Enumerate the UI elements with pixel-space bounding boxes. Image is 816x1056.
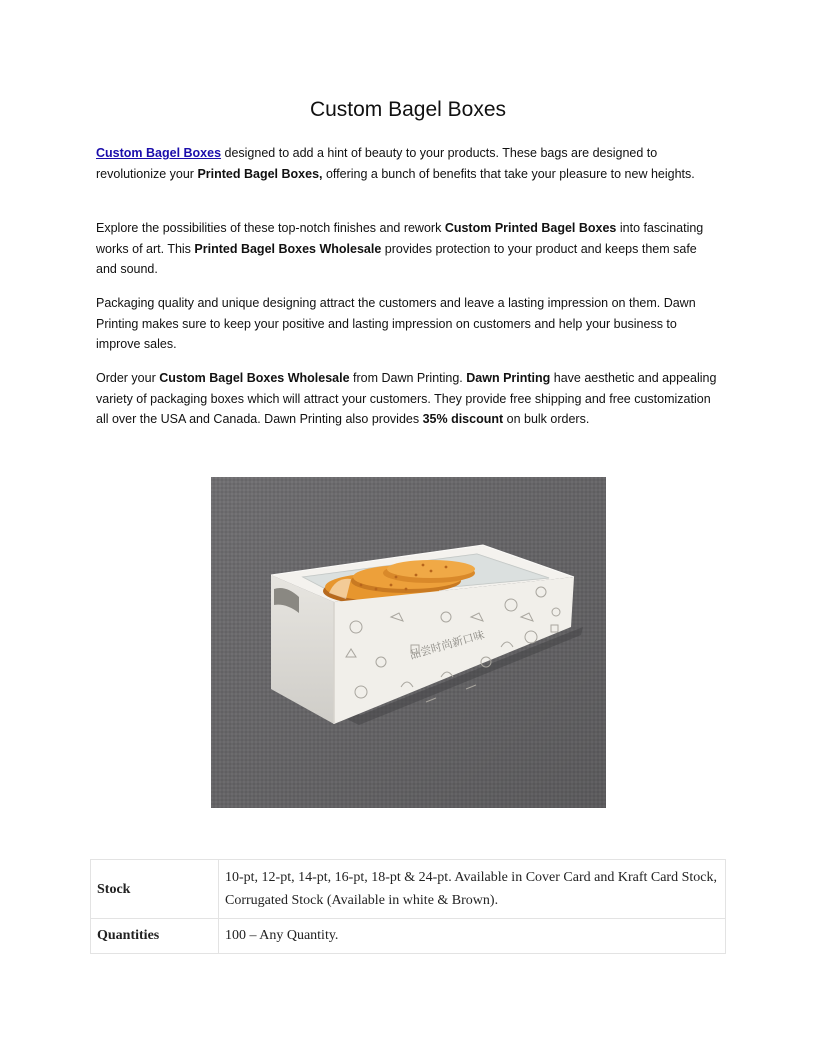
table-row <box>91 919 726 954</box>
bold-keyword: Custom Printed Bagel Boxes <box>444 221 617 235</box>
bold-keyword: 35% discount <box>422 412 504 426</box>
paragraph-text: have aesthetic and appealing variety of packaging boxes which will attract your customers. They provide free shipping and free customization all over the USA and Canada. Dawn Printing also provides <box>96 371 717 426</box>
paragraph-text: offering a bunch of benefits that take your pleasure to new heights. <box>322 166 695 181</box>
spec-label: Stock <box>91 860 219 919</box>
bold-keyword: Printed Bagel Boxes Wholesale <box>194 241 382 256</box>
paragraph-text: designed to add a hint of beauty to your products. These bags are designed to revolutionize your <box>96 146 658 181</box>
paragraph-text: from Dawn Printing. <box>349 371 467 385</box>
box-print-text: 品尝时尚新口味 <box>408 628 486 662</box>
paragraph-text: Packaging quality and unique designing attract the customers and leave a lasting impression on them. Dawn Printing makes sure to keep your positive and lasting impression on customers and help your business to improve sales. <box>96 296 696 351</box>
bold-keyword: Printed Bagel Boxes, <box>197 166 323 181</box>
paragraph-quality <box>96 293 720 355</box>
custom-bagel-boxes-link[interactable]: Custom Bagel Boxes <box>96 146 222 160</box>
page-title: Custom Bagel Boxes <box>309 98 507 121</box>
paragraph-text: on bulk orders. <box>503 412 590 426</box>
paragraph-order <box>96 368 720 430</box>
spec-value: 10-pt, 12-pt, 14-pt, 16-pt, 18-pt & 24-pt. Available in Cover Card and Kraft Card Stock, Corrugated Stock (Available in white & Brown). <box>219 860 726 919</box>
paragraph-explore <box>96 218 720 280</box>
paragraph-text: Explore the possibilities of these top-notch finishes and rework <box>96 221 445 235</box>
paragraph-text: into fascinating works of art. This <box>96 221 704 256</box>
paragraph-intro <box>96 143 720 184</box>
bold-keyword: Custom Bagel Boxes Wholesale <box>159 371 350 385</box>
bold-keyword: Dawn Printing <box>466 371 551 385</box>
spec-value: 100 – Any Quantity. <box>219 919 726 954</box>
spec-label: Quantities <box>91 919 219 954</box>
paragraph-text: Order your <box>96 371 160 385</box>
paragraph-text: provides protection to your product and keeps them safe and sound. <box>96 241 697 276</box>
product-image <box>211 477 606 808</box>
table-row <box>91 860 726 919</box>
specs-table <box>90 859 726 954</box>
